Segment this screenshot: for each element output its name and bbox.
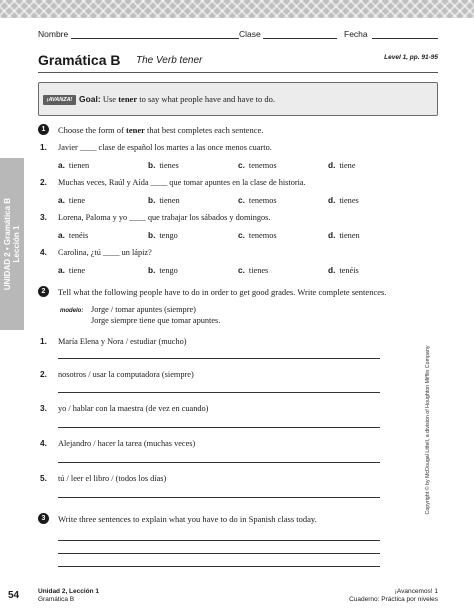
modelo-label: modelo:	[60, 308, 84, 314]
page-number: 54	[8, 590, 20, 601]
question-number: 4.	[40, 247, 47, 257]
exercise-item-2	[40, 369, 194, 379]
copyright-notice: Copyright © by McDougal Littell, a division of Houghton Mifflin Company	[425, 345, 431, 515]
answer-line-2[interactable]	[58, 392, 380, 393]
item-number: 1.	[40, 336, 47, 346]
question-number: 3.	[40, 212, 47, 222]
option-1c[interactable]	[238, 160, 277, 170]
option-text: tienes	[339, 196, 359, 205]
option-3c[interactable]	[238, 230, 277, 240]
section-3-instruction: Write three sentences to explain what you have to do in Spanish class today.	[58, 514, 317, 524]
option-letter: b.	[148, 265, 156, 275]
option-2c[interactable]	[238, 195, 277, 205]
answer-line-5[interactable]	[58, 497, 380, 498]
fecha-field[interactable]	[372, 38, 438, 39]
side-tab-unit: UNIDAD 2 • Gramática B	[3, 197, 12, 291]
goal-label: Goal:	[79, 94, 101, 104]
option-1b[interactable]	[148, 160, 179, 170]
footer-section: Gramática B	[38, 596, 75, 603]
question-number: 1.	[40, 142, 47, 152]
footer-workbook: Cuaderno: Práctica por niveles	[349, 596, 438, 603]
section-2-instruction: Tell what the following people have to do in order to get good grades. Write complete sentences.	[58, 287, 387, 297]
avanza-badge: ¡AVANZA!	[43, 95, 76, 105]
option-text: tenéis	[339, 266, 359, 275]
option-text: tienes	[248, 266, 269, 275]
option-2a[interactable]	[58, 195, 85, 205]
side-tab-label	[3, 159, 21, 329]
option-letter: c.	[238, 265, 245, 275]
answer-line-4[interactable]	[58, 462, 380, 463]
item-number: 5.	[40, 473, 47, 483]
question-2	[40, 177, 306, 187]
question-1	[40, 142, 272, 152]
decorative-top-band	[0, 0, 474, 18]
option-4d[interactable]	[328, 265, 359, 275]
option-letter: a.	[58, 195, 65, 205]
option-text: tiene	[68, 266, 86, 275]
exercise-item-1	[40, 336, 187, 346]
option-2b[interactable]	[148, 195, 180, 205]
question-3	[40, 212, 270, 222]
side-tab-lesson: Lección 1	[12, 225, 21, 263]
option-letter: d.	[328, 265, 336, 275]
option-3a[interactable]	[58, 230, 88, 240]
modelo-prompt: Jorge / tomar apuntes (siempre)	[91, 305, 196, 314]
option-text: tenemos	[248, 231, 277, 240]
option-4a[interactable]	[58, 265, 85, 275]
question-text: Muchas veces, Raúl y Aída ____ que tomar apuntes en la clase de historia.	[58, 178, 306, 187]
option-letter: b.	[148, 195, 156, 205]
footer-unit: Unidad 2, Lección 1	[38, 588, 100, 595]
option-3d[interactable]	[328, 230, 360, 240]
answer-line-1[interactable]	[58, 358, 380, 359]
nombre-field[interactable]	[71, 38, 239, 39]
option-letter: d.	[328, 230, 336, 240]
answer-line-s3-1[interactable]	[58, 540, 380, 541]
item-text: Alejandro / hacer la tarea (muchas veces)	[58, 439, 196, 448]
page-title: Gramática B	[38, 52, 121, 68]
option-4c[interactable]	[238, 265, 268, 275]
option-text: tengo	[159, 266, 178, 275]
option-letter: a.	[58, 230, 65, 240]
item-text: nosotros / usar la computadora (siempre)	[58, 370, 194, 379]
option-text: tiene	[339, 161, 356, 170]
item-text: María Elena y Nora / estudiar (mucho)	[58, 337, 187, 346]
option-4b[interactable]	[148, 265, 178, 275]
answer-line-s3-2[interactable]	[58, 553, 380, 554]
option-text: tienes	[159, 161, 179, 170]
question-text: Lorena, Paloma y yo ____ que trabajar los sábados y domingos.	[58, 213, 271, 222]
fecha-label: Fecha	[344, 29, 368, 39]
answer-line-s3-3[interactable]	[58, 566, 380, 567]
question-text: Carolina, ¿tú ____ un lápiz?	[58, 248, 152, 257]
option-letter: c.	[238, 160, 245, 170]
option-text: tienen	[159, 196, 180, 205]
section-3-number: 3	[38, 513, 49, 524]
goal-text-bold: tener	[118, 94, 138, 104]
option-1d[interactable]	[328, 160, 356, 170]
exercise-item-3	[40, 403, 208, 413]
student-info-row	[38, 29, 438, 41]
option-letter: a.	[58, 265, 65, 275]
footer-left	[38, 588, 99, 604]
option-letter: d.	[328, 160, 336, 170]
option-2d[interactable]	[328, 195, 359, 205]
option-text: tenéis	[68, 231, 89, 240]
goal-text	[79, 94, 275, 104]
nombre-label: Nombre	[38, 29, 69, 39]
question-number: 2.	[40, 177, 47, 187]
page-reference: Level 1, pp. 91-95	[384, 54, 438, 61]
option-letter: c.	[238, 230, 245, 240]
option-3b[interactable]	[148, 230, 178, 240]
option-text: tenemos	[248, 196, 277, 205]
item-text: tú / leer el libro / (todos los días)	[58, 474, 167, 483]
clase-field[interactable]	[263, 38, 337, 39]
option-text: tienen	[68, 161, 90, 170]
option-letter: b.	[148, 160, 156, 170]
section-1-instruction-before: Choose the form of	[58, 125, 124, 135]
section-2-number: 2	[38, 286, 49, 297]
page-subtitle: The Verb tener	[136, 55, 203, 66]
goal-box	[38, 82, 438, 116]
option-letter: c.	[238, 195, 245, 205]
option-letter: b.	[148, 230, 156, 240]
section-1-instruction-after: that best completes each sentence.	[147, 125, 264, 135]
title-row	[38, 52, 438, 72]
option-letter: a.	[58, 160, 65, 170]
item-number: 3.	[40, 403, 47, 413]
item-number: 4.	[40, 438, 47, 448]
footer-book: ¡Avancemos! 1	[394, 588, 438, 595]
question-text: Javier ____ clase de español los martes a las once menos cuarto.	[58, 143, 272, 152]
exercise-item-5	[40, 473, 166, 483]
option-1a[interactable]	[58, 160, 89, 170]
option-text: tienen	[339, 231, 360, 240]
title-divider	[38, 72, 438, 73]
section-1-instruction-bold: tener	[126, 125, 145, 135]
goal-text-before: Use	[102, 94, 117, 104]
goal-text-after: to say what people have and have to do.	[139, 94, 275, 104]
clase-label: Clase	[239, 29, 261, 39]
modelo-answer: Jorge siempre tiene que tomar apuntes.	[91, 316, 221, 325]
footer-right	[349, 588, 438, 604]
section-1-instruction	[58, 125, 263, 135]
exercise-item-4	[40, 438, 195, 448]
option-text: tiene	[68, 196, 86, 205]
answer-line-3[interactable]	[58, 427, 380, 428]
item-text: yo / hablar con la maestra (de vez en cuando)	[58, 404, 209, 413]
option-text: tenemos	[248, 161, 277, 170]
item-number: 2.	[40, 369, 47, 379]
option-letter: d.	[328, 195, 336, 205]
section-1-number: 1	[38, 124, 49, 135]
option-text: tengo	[159, 231, 178, 240]
question-4	[40, 247, 152, 257]
